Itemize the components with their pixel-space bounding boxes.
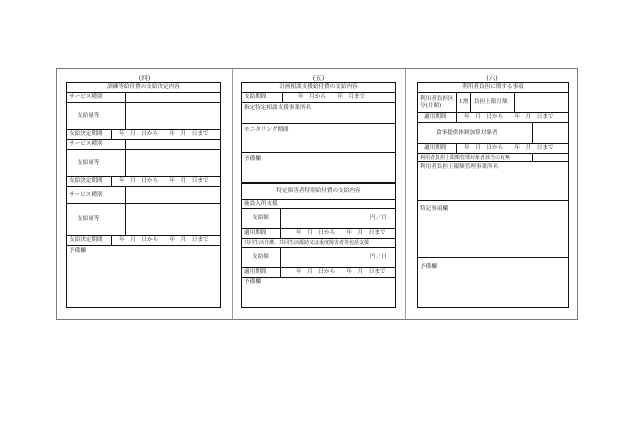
notes-row <box>67 246 220 306</box>
cap-office-label: 利用者負担上限額管理事業所名 <box>420 164 499 170</box>
applicable-period2-row <box>242 268 395 278</box>
service-type-label: サービス種別 <box>69 192 103 198</box>
table-title-row <box>418 83 568 93</box>
amount-label: 支給量等 <box>77 113 100 119</box>
facility-label: 施設入所支援 <box>244 200 278 207</box>
period-label: 支給決定期間 <box>69 237 103 243</box>
amount-row <box>242 209 395 229</box>
category-label: 利用者負担区分(月額) <box>420 96 454 109</box>
table-title: 訓練等給付費の支給決定内容 <box>107 84 180 90</box>
payment-period-label: 支給期間 <box>244 94 267 100</box>
amount-unit: 円／月 <box>370 215 387 221</box>
table-title-row <box>67 83 220 93</box>
period-row <box>67 130 220 140</box>
table-title: 利用者負担に関する事項 <box>462 84 524 90</box>
panel-four <box>57 69 232 319</box>
applicable-period2-label: 適用期間 <box>244 269 267 275</box>
applicable-period-value: 年 月 日から 年 月 日まで <box>464 114 554 120</box>
amount2-label: 支給額 <box>252 254 269 260</box>
amount-row <box>67 103 220 130</box>
group-home-label: 共同生活介護、共同生活援助又は重度障害者等包括支援 <box>244 239 370 246</box>
applicable-period-label: 適用期間 <box>424 114 447 120</box>
amount-row <box>67 150 220 177</box>
monitoring-row <box>242 124 395 153</box>
training-benefit-table <box>66 82 221 308</box>
plan-consultation-table <box>241 82 396 183</box>
service-type-row <box>67 140 220 150</box>
cap-target-row <box>418 154 568 162</box>
monitoring-label: モニタリング期間 <box>244 127 289 133</box>
applicable-period2-label: 適用期間 <box>424 145 447 151</box>
panel-six <box>405 69 579 319</box>
month-count: 1割 <box>459 99 469 105</box>
applicable-period2-value: 年 月 日から 年 月 日まで <box>464 145 554 151</box>
notes-label: 予備欄 <box>244 156 261 162</box>
period-row <box>67 236 220 246</box>
user-burden-table <box>417 82 569 308</box>
applicable-period2-value: 年 月 日から 年 月 日まで <box>296 269 386 275</box>
service-type-label: サービス種別 <box>69 94 103 100</box>
notes-row <box>418 258 568 307</box>
panel-number: (六) <box>486 74 498 82</box>
cap-label: 負担上限月額 <box>474 99 508 105</box>
burden-category-row <box>418 93 568 113</box>
notes-label: 予備欄 <box>69 248 86 254</box>
applicable-period-row <box>418 113 568 123</box>
cap-office-row <box>418 162 568 201</box>
group-home-row <box>242 239 395 248</box>
panel-number: (四) <box>138 74 151 82</box>
period-value: 年 月 日から 年 月 日まで <box>119 131 209 137</box>
applicable-period-value: 年 月 日から 年 月 日まで <box>296 230 386 236</box>
panel-number: (五) <box>312 74 325 82</box>
period-label: 支給決定期間 <box>69 178 103 184</box>
applicable-period2-row <box>418 144 568 154</box>
designated-office-label: 指定特定相談支援事業所名 <box>244 105 312 111</box>
cap-target-label: 利用者負担上限額管理対象者該当の有無 <box>420 154 511 161</box>
period-value: 年 月 日から 年 月 日まで <box>119 178 209 184</box>
amount-row <box>67 204 220 236</box>
period-row <box>67 177 220 187</box>
period-label: 支給決定期間 <box>69 131 103 137</box>
certificate-sheet <box>56 68 578 320</box>
table-title-row <box>242 184 395 200</box>
meal-row <box>418 123 568 144</box>
applicable-period-label: 適用期間 <box>244 230 267 236</box>
special-notes-label: 特記事項欄 <box>420 206 448 212</box>
notes-label: 予備欄 <box>420 264 437 270</box>
facility-row <box>242 200 395 209</box>
period-value: 年 月 日から 年 月 日まで <box>119 237 209 243</box>
table-title: 特定障害者特別給付費の支給内容 <box>276 188 361 194</box>
amount-label: 支給量等 <box>77 216 100 222</box>
service-type-row <box>67 93 220 103</box>
amount-label: 支給額 <box>252 215 269 221</box>
notes-row <box>242 153 395 182</box>
service-type-row <box>67 187 220 204</box>
payment-period-value: 年 月から 年 月まで <box>298 94 366 100</box>
table-title: 計画相談支援給付費の支給内容 <box>279 84 358 90</box>
amount-label: 支給量等 <box>77 160 100 166</box>
notes2-row <box>242 278 395 307</box>
payment-period-row <box>242 93 395 103</box>
designated-office-row <box>242 103 395 124</box>
applicable-period-row <box>242 229 395 239</box>
service-type-label: サービス種別 <box>69 141 103 147</box>
amount2-unit: 円／日 <box>370 254 387 260</box>
meal-label: 食事提供体制加算対象者 <box>436 130 498 136</box>
special-notes-row <box>418 201 568 258</box>
special-benefit-table <box>241 183 396 308</box>
amount2-row <box>242 248 395 268</box>
notes2-label: 予備欄 <box>244 279 261 285</box>
panel-five <box>232 69 405 319</box>
table-title-row <box>242 83 395 93</box>
